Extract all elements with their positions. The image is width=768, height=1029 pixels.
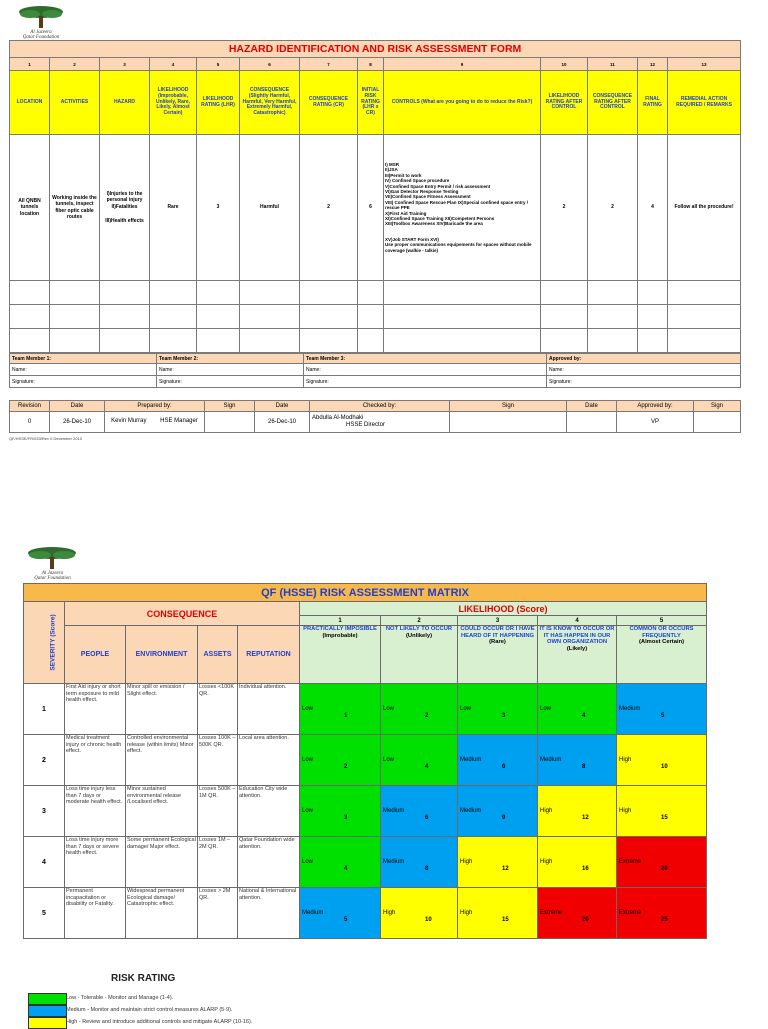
risk-level-label: Medium bbox=[302, 910, 324, 916]
prepared-role: HSE Manager bbox=[160, 418, 198, 425]
rev-header: Prepared by: bbox=[105, 401, 205, 412]
risk-cell bbox=[381, 684, 458, 735]
risk-level-label: High bbox=[383, 910, 396, 916]
risk-cell bbox=[458, 888, 538, 939]
assets-desc: Losses 1M – 2M QR. bbox=[198, 837, 238, 888]
checked-role: HSSE Director bbox=[346, 422, 386, 428]
likelihood-col bbox=[300, 626, 381, 684]
risk-score: 9 bbox=[502, 815, 506, 821]
control-item: V)Confined Space Entry Permit / risk assessment bbox=[385, 183, 491, 189]
risk-level-label: Medium bbox=[383, 808, 405, 814]
col-num: 10 bbox=[541, 58, 588, 71]
empty-cell[interactable] bbox=[384, 329, 541, 353]
risk-level-label: Low bbox=[302, 859, 314, 865]
name-field[interactable] bbox=[157, 364, 304, 376]
risk-score: 4 bbox=[582, 713, 586, 719]
risk-cell bbox=[300, 888, 381, 939]
empty-cell[interactable] bbox=[588, 281, 638, 305]
likelihood-num: 3 bbox=[458, 616, 538, 626]
rev-header: Checked by: bbox=[310, 401, 450, 412]
risk-score: 6 bbox=[425, 815, 429, 821]
likelihood-col-label: IT IS KNOW TO OCCUR OR IT HAS HAPPEN IN OUR OWN ORGANIZATION bbox=[539, 626, 615, 646]
risk-level-label: Low bbox=[383, 757, 395, 763]
col-num: 2 bbox=[50, 58, 100, 71]
risk-score: 2 bbox=[344, 764, 348, 770]
risk-level-label: Low bbox=[302, 757, 314, 763]
empty-cell[interactable] bbox=[541, 281, 588, 305]
empty-cell[interactable] bbox=[638, 305, 668, 329]
risk-score: 15 bbox=[661, 815, 668, 821]
matrix-row bbox=[24, 888, 707, 939]
risk-score: 25 bbox=[661, 917, 668, 923]
risk-score: 2 bbox=[425, 713, 429, 719]
likelihood-col-sub: (Unlikely) bbox=[405, 632, 433, 639]
col-num: 3 bbox=[100, 58, 150, 71]
legend-swatch-medium bbox=[28, 1005, 67, 1017]
severity-text: SEVERITY (Score) bbox=[49, 614, 57, 671]
team-table bbox=[9, 353, 741, 388]
control-item: Use proper communications equipements for spaces without mobile coverage (walkie - talkie) bbox=[385, 242, 532, 253]
people-desc: Loss time injury more than 7 days or severe health effect. bbox=[65, 837, 126, 888]
risk-cell bbox=[617, 888, 707, 939]
risk-score: 8 bbox=[425, 866, 429, 872]
environment-desc: Minor sustained environmental release /Localised effect. bbox=[126, 786, 198, 837]
cell-final: 4 bbox=[638, 135, 668, 281]
risk-level-label: High bbox=[460, 910, 473, 916]
empty-cell[interactable] bbox=[668, 281, 741, 305]
sign-field[interactable] bbox=[205, 412, 255, 433]
reputation-desc: Education City wide attention. bbox=[238, 786, 300, 837]
prepared-by bbox=[105, 412, 205, 433]
empty-row bbox=[10, 281, 741, 305]
reputation-desc: Qatar Foundation wide attention. bbox=[238, 837, 300, 888]
name-field[interactable] bbox=[304, 364, 547, 376]
rev-date: 26-Dec-10 bbox=[50, 412, 105, 433]
risk-cell bbox=[617, 786, 707, 837]
environment-desc: Minor spill or emission / Slight effect. bbox=[126, 684, 198, 735]
likelihood-col-label: COMMON OR OCCURS FREQUENTLY bbox=[629, 626, 694, 639]
severity-score: 5 bbox=[24, 888, 65, 939]
col-num: 11 bbox=[588, 58, 638, 71]
empty-cell[interactable] bbox=[50, 329, 100, 353]
risk-level-label: High bbox=[540, 859, 553, 865]
header-initial-risk: INITIAL RISK RATING (LHR x CR) bbox=[358, 71, 384, 135]
risk-level-label: High bbox=[460, 859, 473, 865]
risk-cell bbox=[300, 735, 381, 786]
logo-text: Al Jazeera bbox=[41, 571, 64, 576]
hazard-form-table bbox=[9, 40, 741, 353]
signature-label: Signature: bbox=[549, 378, 572, 385]
assets-desc: Losses <100K QR. bbox=[198, 684, 238, 735]
empty-cell[interactable] bbox=[197, 281, 240, 305]
control-item: III)Permit to work bbox=[385, 172, 422, 178]
likelihood-num: 2 bbox=[381, 616, 458, 626]
assets-desc: Losses 100K – 500K QR. bbox=[198, 735, 238, 786]
risk-cell bbox=[538, 786, 617, 837]
risk-level-label: High bbox=[619, 808, 632, 814]
header-lhr-after: LIKELIHOOD RATING AFTER CONTROL bbox=[541, 71, 588, 135]
likelihood-col bbox=[458, 626, 538, 684]
severity-score: 4 bbox=[24, 837, 65, 888]
environment-desc: Controlled environmental release (within limits) Minor effect. bbox=[126, 735, 198, 786]
col-num: 6 bbox=[240, 58, 300, 71]
risk-score: 10 bbox=[661, 764, 668, 770]
risk-cell bbox=[458, 684, 538, 735]
team-member-1-label: Team Member 1: bbox=[10, 354, 157, 364]
empty-cell[interactable] bbox=[10, 281, 50, 305]
risk-cell bbox=[538, 837, 617, 888]
risk-level-label: Medium bbox=[460, 757, 482, 763]
cell-cr-after: 2 bbox=[588, 135, 638, 281]
tree-logo-icon bbox=[16, 4, 66, 30]
rev-header: Sign bbox=[450, 401, 567, 412]
header-consequence: CONSEQUENCE (Slightly Harmful, Harmful, Very Harmful, Extremely Harmful, Catastrophic) bbox=[240, 71, 300, 135]
likelihood-col-label: COULD OCCUR OR I HAVE HEARD OF IT HAPPENING bbox=[460, 626, 535, 639]
empty-cell[interactable] bbox=[10, 329, 50, 353]
col-num: 12 bbox=[638, 58, 668, 71]
cell-lhr-after: 2 bbox=[541, 135, 588, 281]
risk-cell bbox=[538, 684, 617, 735]
assets-desc: Losses > 2M QR. bbox=[198, 888, 238, 939]
signature-label: Signature: bbox=[306, 378, 329, 385]
header-controls: CONTROLS (What are you going to do to reduce the Risk?) bbox=[384, 71, 541, 135]
empty-cell[interactable] bbox=[50, 281, 100, 305]
empty-cell[interactable] bbox=[100, 329, 150, 353]
empty-cell[interactable] bbox=[668, 329, 741, 353]
risk-score: 1 bbox=[344, 713, 348, 719]
likelihood-header: LIKELIHOOD (Score) bbox=[300, 602, 707, 616]
name-label: Name: bbox=[306, 366, 321, 373]
risk-level-label: Medium bbox=[540, 757, 562, 763]
cell-consequence: Harmful bbox=[240, 135, 300, 281]
risk-level-label: Medium bbox=[383, 859, 405, 865]
assessment-row bbox=[10, 135, 741, 281]
signature-field[interactable] bbox=[10, 376, 157, 388]
control-item: I) MSR bbox=[385, 162, 399, 168]
sign-field[interactable] bbox=[694, 412, 741, 433]
name-field[interactable] bbox=[10, 364, 157, 376]
risk-level-label: Low bbox=[383, 706, 395, 712]
rev-header: Date bbox=[50, 401, 105, 412]
header-likelihood-rating: LIKELIHOOD RATING (LHR) bbox=[197, 71, 240, 135]
prepared-name: Kevin Murray bbox=[111, 418, 147, 425]
risk-score: 20 bbox=[582, 917, 589, 923]
reputation-desc: Local area attention. bbox=[238, 735, 300, 786]
approved-by: VP bbox=[617, 412, 694, 433]
risk-score: 8 bbox=[582, 764, 586, 770]
cell-activities: Working inside the tunnels, inspect fiber optic cable routes bbox=[50, 135, 100, 281]
col-num: 7 bbox=[300, 58, 358, 71]
empty-cell[interactable] bbox=[300, 305, 358, 329]
empty-cell[interactable] bbox=[300, 329, 358, 353]
empty-cell[interactable] bbox=[10, 305, 50, 329]
rev-number: 0 bbox=[10, 412, 50, 433]
severity-score: 1 bbox=[24, 684, 65, 735]
risk-score: 12 bbox=[502, 866, 509, 872]
cell-initial-risk: 6 bbox=[358, 135, 384, 281]
control-item: VII)Confined Space Fitness Assessment bbox=[385, 194, 471, 200]
empty-cell[interactable] bbox=[100, 281, 150, 305]
col-environment: ENVIRONMENT bbox=[126, 626, 198, 684]
likelihood-col-label: NOT LIKELY TO OCCUR bbox=[385, 626, 453, 632]
risk-level-label: Extreme bbox=[619, 859, 642, 865]
risk-cell bbox=[381, 786, 458, 837]
risk-level-label: Low bbox=[302, 808, 314, 814]
signature-field[interactable] bbox=[157, 376, 304, 388]
risk-score: 16 bbox=[582, 866, 589, 872]
signature-field[interactable] bbox=[304, 376, 547, 388]
approve-date bbox=[567, 412, 617, 433]
risk-level-label: Low bbox=[460, 706, 472, 712]
control-item: XIII)Toolbox Awareness XIV)Baricade the area bbox=[385, 221, 483, 227]
col-num: 13 bbox=[668, 58, 741, 71]
logo-text: Al Jazeera bbox=[30, 30, 52, 35]
risk-score: 6 bbox=[502, 764, 506, 770]
people-desc: Permanent incapacitation or disability or Fatality. bbox=[65, 888, 126, 939]
control-item: XI)Confined Space Training XII)Competent Persons bbox=[385, 215, 495, 221]
reputation-desc: National & International attention. bbox=[238, 888, 300, 939]
risk-score: 20 bbox=[661, 866, 668, 872]
header-final: FINAL RATING bbox=[638, 71, 668, 135]
empty-cell[interactable] bbox=[668, 305, 741, 329]
header-hazard: HAZARD bbox=[100, 71, 150, 135]
col-num: 9 bbox=[384, 58, 541, 71]
risk-score: 4 bbox=[425, 764, 429, 770]
matrix-row bbox=[24, 786, 707, 837]
assets-desc: Losses 500K – 1M QR. bbox=[198, 786, 238, 837]
form-title: HAZARD IDENTIFICATION AND RISK ASSESSMENT FORM bbox=[10, 41, 741, 58]
empty-cell[interactable] bbox=[384, 305, 541, 329]
team-member-2-label: Team Member 2: bbox=[157, 354, 304, 364]
empty-cell[interactable] bbox=[358, 305, 384, 329]
logo bbox=[16, 4, 66, 40]
risk-cell bbox=[538, 888, 617, 939]
team-member-3-label: Team Member 3: bbox=[304, 354, 547, 364]
signature-label: Signature: bbox=[12, 378, 35, 385]
cell-location: All QNBN tunnels location bbox=[10, 135, 50, 281]
consequence-header: CONSEQUENCE bbox=[65, 602, 300, 626]
signature-field[interactable] bbox=[547, 376, 741, 388]
risk-score: 15 bbox=[502, 917, 509, 923]
col-people: PEOPLE bbox=[65, 626, 126, 684]
risk-score: 4 bbox=[344, 866, 348, 872]
checked-name: Abdulla Al-Modhaki bbox=[312, 414, 364, 421]
logo-text-2: Qatar Foundation bbox=[22, 35, 60, 40]
empty-cell[interactable] bbox=[384, 281, 541, 305]
people-desc: First Aid injury or short term exposure to mild health effect. bbox=[65, 684, 126, 735]
severity-score: 2 bbox=[24, 735, 65, 786]
likelihood-col-sub: (Improbable) bbox=[322, 632, 358, 639]
risk-score: 12 bbox=[582, 815, 589, 821]
cell-remedial: Follow all the procedure! bbox=[668, 135, 741, 281]
empty-cell[interactable] bbox=[300, 281, 358, 305]
check-date: 26-Dec-10 bbox=[255, 412, 310, 433]
rev-header: Sign bbox=[205, 401, 255, 412]
risk-score: 5 bbox=[661, 713, 665, 719]
empty-cell[interactable] bbox=[588, 305, 638, 329]
cell-controls bbox=[384, 135, 541, 281]
risk-score: 10 bbox=[425, 917, 432, 923]
empty-cell[interactable] bbox=[638, 281, 668, 305]
likelihood-col bbox=[538, 626, 617, 684]
risk-level-label: High bbox=[540, 808, 553, 814]
severity-label bbox=[24, 602, 65, 684]
header-consequence-rating: CONSEQUENCE RATING (CR) bbox=[300, 71, 358, 135]
hazard-line: I)Injuries to the personal injury II)Fatalities bbox=[106, 191, 143, 210]
people-desc: Loss time injury less than 7 days or moderate health effect. bbox=[65, 786, 126, 837]
control-item: VIII) Confined Space Rescue Plan IX)Special confined space entry / rescue PPE bbox=[385, 199, 529, 211]
col-assets: ASSETS bbox=[198, 626, 238, 684]
likelihood-num: 5 bbox=[617, 616, 707, 626]
col-num: 1 bbox=[10, 58, 50, 71]
header-likelihood: LIKELIHOOD (Improbable, Unlikely, Rare, Likely, Almost Certain) bbox=[150, 71, 197, 135]
checked-by bbox=[310, 412, 450, 433]
risk-cell bbox=[300, 786, 381, 837]
risk-level-label: Extreme bbox=[540, 910, 563, 916]
header-row bbox=[10, 71, 741, 135]
legend-high-text: High - Review and introduce additional controls and mitigate ALARP (10-16). bbox=[66, 1019, 253, 1025]
matrix-row bbox=[24, 735, 707, 786]
empty-cell[interactable] bbox=[638, 329, 668, 353]
risk-cell bbox=[617, 735, 707, 786]
likelihood-col-sub: (Rare) bbox=[489, 639, 506, 646]
legend-medium-text: Medium - Monitor and maintain strict control measures ALARP (5-9). bbox=[66, 1007, 233, 1013]
signature-label: Signature: bbox=[159, 378, 182, 385]
legend-low-text: Low - Tolerable - Monitor and Manage (1-4). bbox=[66, 995, 174, 1001]
risk-cell bbox=[381, 735, 458, 786]
control-item: XV)Job START Form XVI) bbox=[385, 236, 439, 242]
empty-cell[interactable] bbox=[588, 329, 638, 353]
approved-by-label: Approved by: bbox=[547, 354, 741, 364]
severity-score: 3 bbox=[24, 786, 65, 837]
control-item: IV) Confined Space procedure bbox=[385, 178, 450, 184]
sign-field[interactable] bbox=[450, 412, 567, 433]
risk-level-label: Medium bbox=[619, 706, 641, 712]
rev-header: Approved by: bbox=[617, 401, 694, 412]
rev-header: Sign bbox=[694, 401, 741, 412]
doc-reference: QF/HSSE/FR/033/Rev 0 December 2010 bbox=[9, 436, 82, 441]
empty-cell[interactable] bbox=[150, 281, 197, 305]
empty-cell[interactable] bbox=[358, 329, 384, 353]
logo bbox=[25, 545, 80, 581]
empty-cell[interactable] bbox=[50, 305, 100, 329]
matrix-row bbox=[24, 837, 707, 888]
tree-logo-icon bbox=[25, 545, 80, 571]
control-item: X)First Aid Training bbox=[385, 210, 427, 216]
header-cr-after: CONSEQUENCE RATING AFTER CONTROL bbox=[588, 71, 638, 135]
likelihood-col-sub: (Almost Certain) bbox=[638, 639, 685, 646]
risk-cell bbox=[381, 888, 458, 939]
risk-rating-title: RISK RATING bbox=[111, 973, 176, 984]
col-reputation: REPUTATION bbox=[238, 626, 300, 684]
empty-cell[interactable] bbox=[541, 329, 588, 353]
risk-level-label: Medium bbox=[460, 808, 482, 814]
empty-cell[interactable] bbox=[197, 329, 240, 353]
risk-level-label: Low bbox=[540, 706, 552, 712]
col-num: 8 bbox=[358, 58, 384, 71]
cell-likelihood: Rare bbox=[150, 135, 197, 281]
matrix-rows bbox=[24, 684, 707, 939]
control-item: VI)Gas Detector Response Testing bbox=[385, 189, 459, 195]
legend-swatch-high bbox=[28, 1017, 67, 1029]
name-label: Name: bbox=[549, 366, 564, 373]
risk-score: 3 bbox=[344, 815, 348, 821]
reputation-desc: Individual attention. bbox=[238, 684, 300, 735]
environment-desc: Some permanent Ecological damage/ Major effect. bbox=[126, 837, 198, 888]
name-field[interactable] bbox=[547, 364, 741, 376]
risk-cell bbox=[538, 735, 617, 786]
risk-cell bbox=[458, 735, 538, 786]
col-num: 5 bbox=[197, 58, 240, 71]
risk-cell bbox=[617, 837, 707, 888]
name-label: Name: bbox=[159, 366, 174, 373]
revision-table bbox=[9, 400, 741, 433]
rev-header: Revision bbox=[10, 401, 50, 412]
empty-cell[interactable] bbox=[240, 329, 300, 353]
environment-desc: Widespread permanent Ecological damage/ Catastrophic effect. bbox=[126, 888, 198, 939]
cell-hazard bbox=[100, 135, 150, 281]
risk-cell bbox=[617, 684, 707, 735]
legend-swatch-low bbox=[28, 993, 67, 1005]
header-location: LOCATION bbox=[10, 71, 50, 135]
likelihood-col bbox=[381, 626, 458, 684]
risk-level-label: Low bbox=[302, 706, 314, 712]
empty-cell[interactable] bbox=[100, 305, 150, 329]
risk-cell bbox=[381, 837, 458, 888]
likelihood-num: 1 bbox=[300, 616, 381, 626]
matrix-title: QF (HSSE) RISK ASSESSMENT MATRIX bbox=[24, 584, 707, 602]
header-activities: ACTIVITIES bbox=[50, 71, 100, 135]
rev-header: Date bbox=[255, 401, 310, 412]
logo-text-2: Qatar Foundation bbox=[34, 576, 71, 581]
rev-header: Date bbox=[567, 401, 617, 412]
empty-cell[interactable] bbox=[197, 305, 240, 329]
empty-row bbox=[10, 305, 741, 329]
column-numbers bbox=[10, 58, 741, 71]
risk-cell bbox=[300, 684, 381, 735]
hazard-line: III)Health effects bbox=[105, 217, 144, 224]
risk-score: 5 bbox=[344, 917, 348, 923]
likelihood-col bbox=[617, 626, 707, 684]
control-item: II)JSA bbox=[385, 167, 398, 173]
name-label: Name: bbox=[12, 366, 27, 373]
people-desc: Medical treatment injury or chronic health effect. bbox=[65, 735, 126, 786]
empty-cell[interactable] bbox=[150, 305, 197, 329]
likelihood-num: 4 bbox=[538, 616, 617, 626]
risk-matrix-table bbox=[23, 583, 707, 939]
empty-cell[interactable] bbox=[240, 305, 300, 329]
col-num: 4 bbox=[150, 58, 197, 71]
empty-cell[interactable] bbox=[541, 305, 588, 329]
risk-cell bbox=[458, 837, 538, 888]
empty-cell[interactable] bbox=[358, 281, 384, 305]
cell-consequence-rating: 2 bbox=[300, 135, 358, 281]
header-remedial: REMEDIAL ACTION REQUIRED / REMARKS bbox=[668, 71, 741, 135]
likelihood-col-sub: (Likely) bbox=[566, 645, 588, 652]
risk-cell bbox=[300, 837, 381, 888]
empty-cell[interactable] bbox=[240, 281, 300, 305]
risk-level-label: High bbox=[619, 757, 632, 763]
likelihood-col-label: PRACTICALLY IMPOSIBLE bbox=[303, 626, 377, 632]
empty-row bbox=[10, 329, 741, 353]
cell-likelihood-rating: 3 bbox=[197, 135, 240, 281]
empty-cell[interactable] bbox=[150, 329, 197, 353]
matrix-row bbox=[24, 684, 707, 735]
risk-level-label: Extreme bbox=[619, 910, 642, 916]
risk-cell bbox=[458, 786, 538, 837]
risk-score: 3 bbox=[502, 713, 506, 719]
